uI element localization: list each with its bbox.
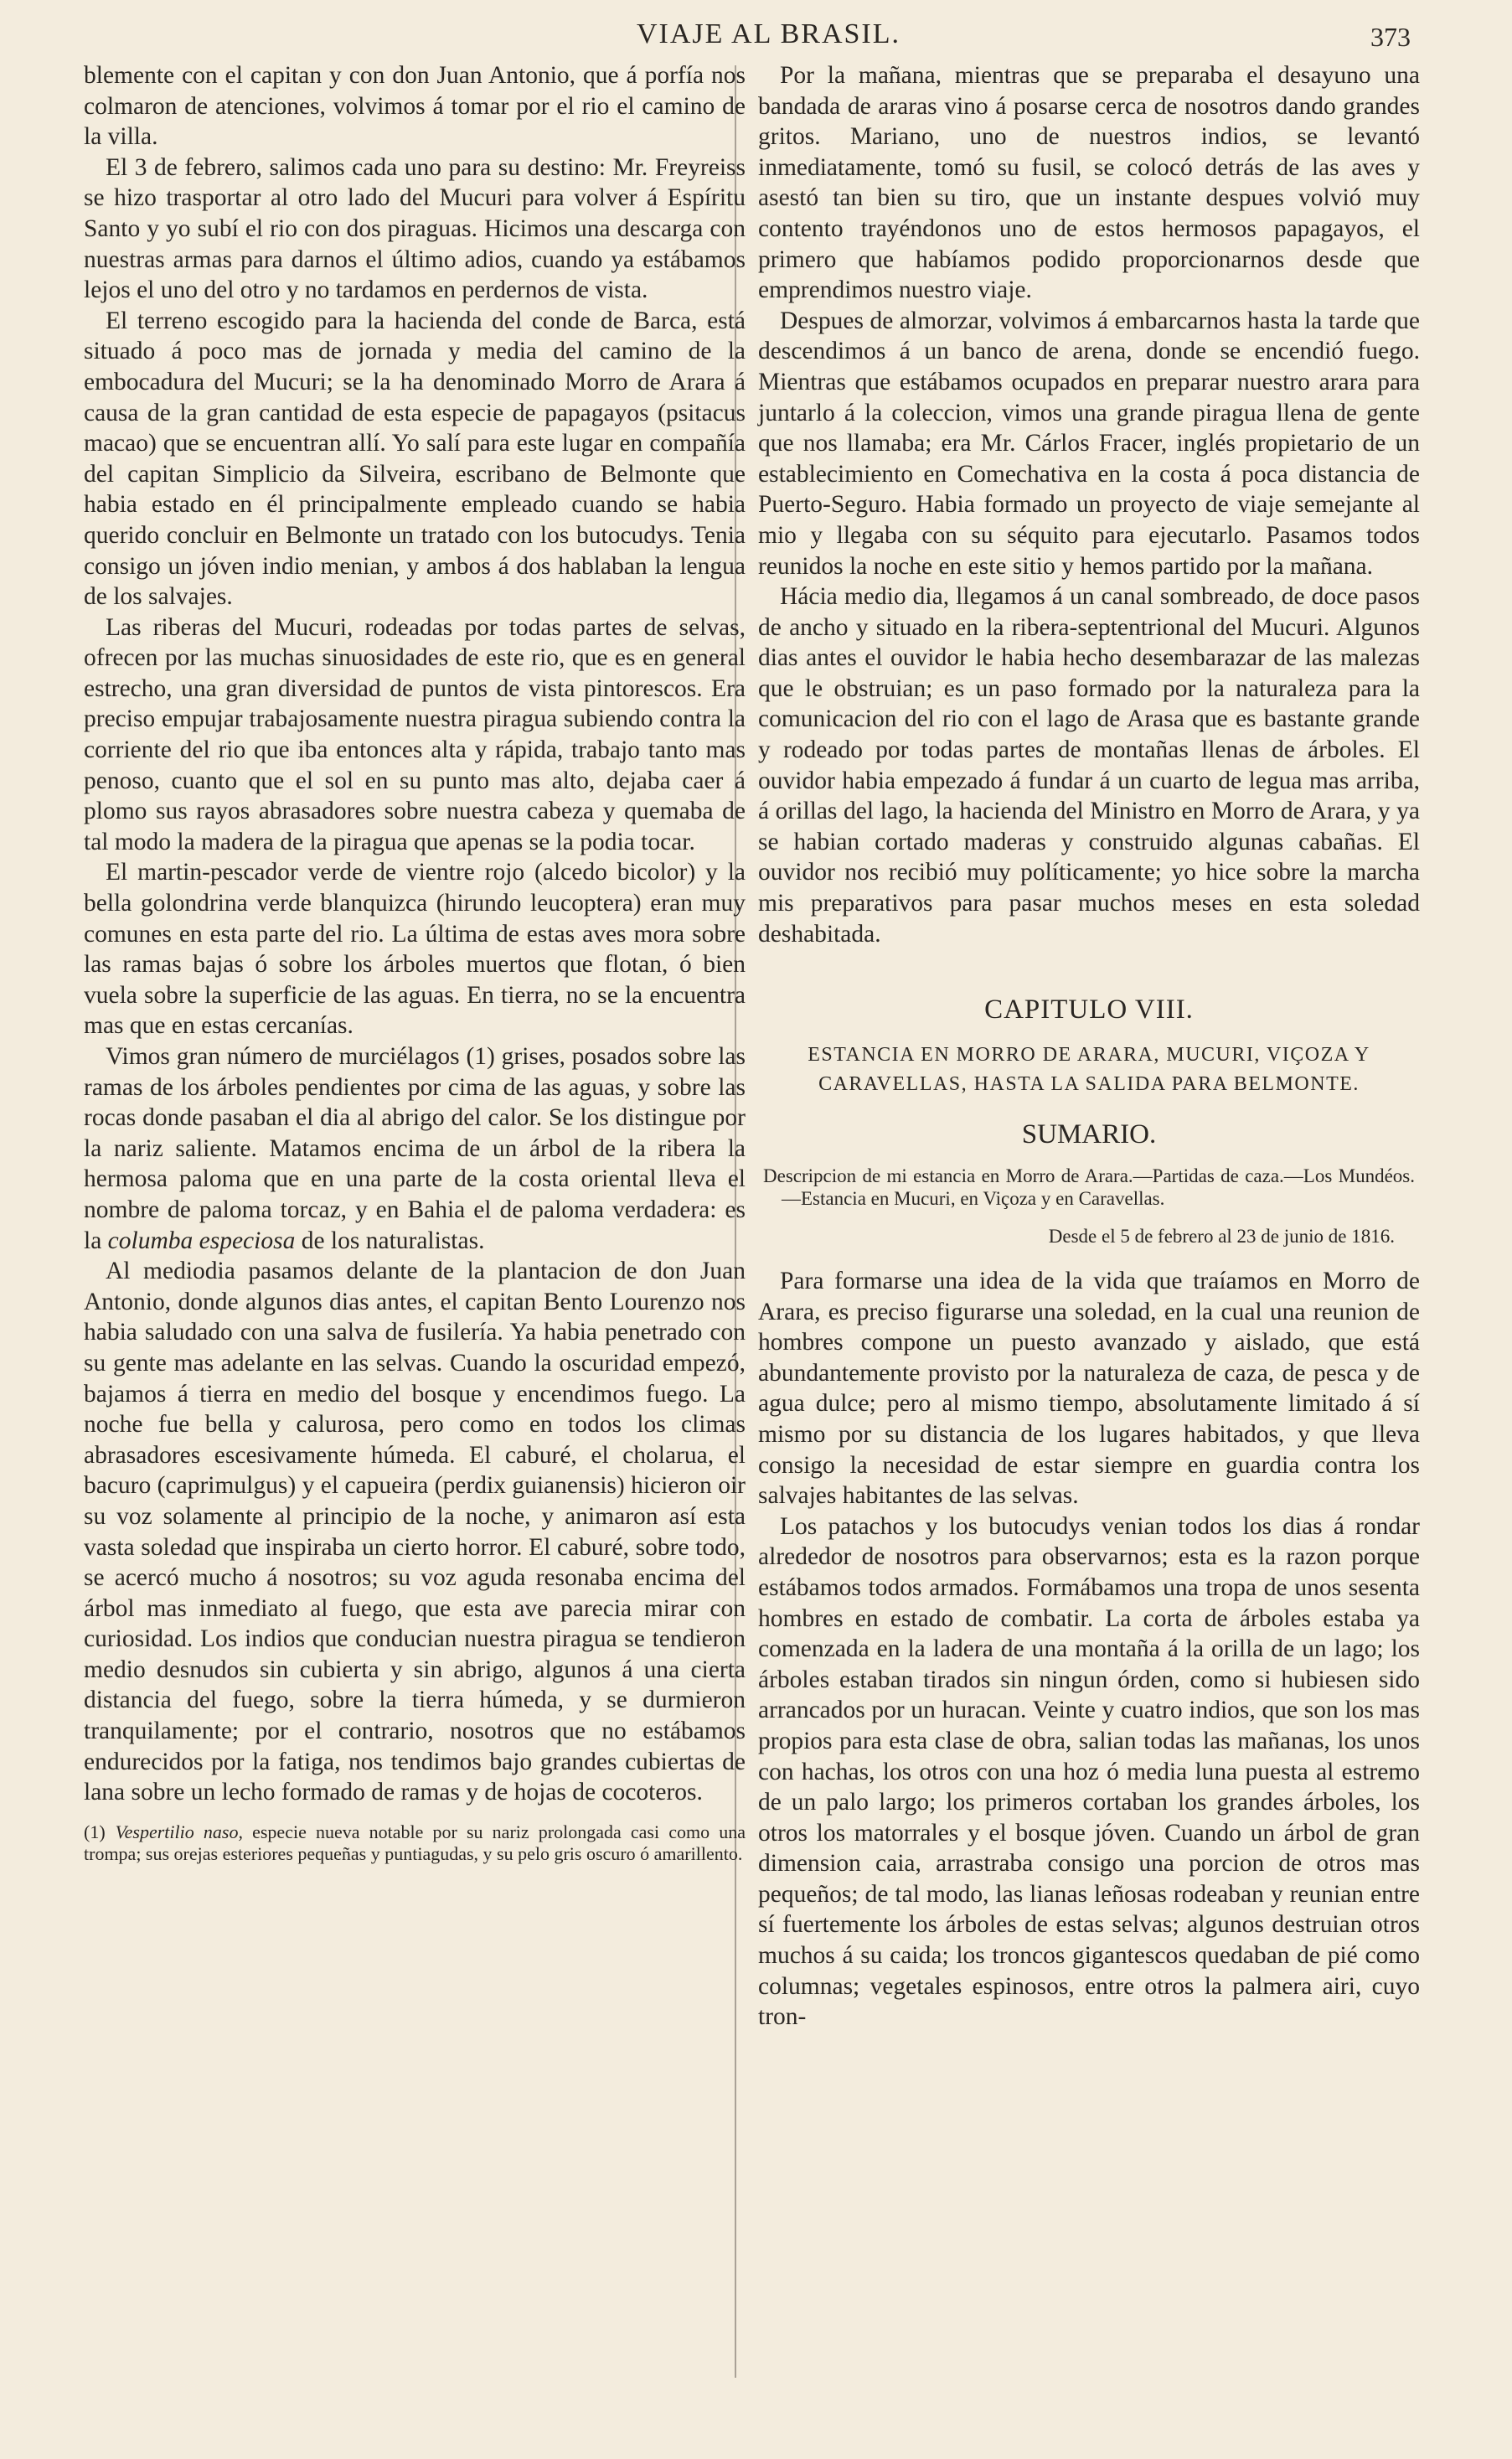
chapter-subtitle: ESTANCIA EN MORRO DE ARARA, MUCURI, VIÇOZA Y CARAVELLAS, HASTA LA SALIDA PARA BELMONTE. <box>808 1043 1370 1095</box>
paragraph: Para formarse una idea de la vida que traíamos en Morro de Arara, es preciso figurarse una soledad, en la cual una reunion de hombres compone un puesto avanzado y aislado, que está abundantemente provisto por la naturaleza de caza, de pesca y de agua dulce; pero al mismo tiempo, absolutamente limitado á sí mismo por su distancia de los lugares habitados, y que lleva consigo la necesidad de estar siempre en guardia contra los salvajes habitantes de las selvas. <box>758 1268 1420 1510</box>
paragraph: El martin-pescador verde de vientre rojo (alcedo bicolor) y la bella golondrina verde blanquizca (hirundo leucoptera) eran muy comunes en esta parte del rio. La última de estas aves mora sobre las ramas bajas ó sobre los árboles muertos que flotan, ó bien vuela sobre la superficie de las aguas. En tierra, no se la encuentra mas que en estas cercanías. <box>84 859 746 1040</box>
paragraph-text: Vimos gran número de murciélagos (1) grises, posados sobre las ramas de los árboles pendientes por cima de las aguas, y sobre las rocas donde pasaban el dia al abrigo del calor. Se los distingue por la nariz saliente. Matamos encima de un árbol de la ribera la hermosa paloma que en una parte de la costa oriental lleva el nombre de paloma torcaz, y en Bahia el de paloma verdadera: es la <box>84 1043 746 1254</box>
paragraph-text: de los naturalistas. <box>295 1227 485 1254</box>
paragraph: Hácia medio dia, llegamos á un canal sombreado, de doce pasos de ancho y situado en la ribera-septentrional del Mucuri. Algunos dias antes el ouvidor le habia hecho desembarazar de las malezas que le obstruian; es un paso formado por la naturaleza para la comunicacion del rio con el lago de Arasa que es bastante grande y rodeado por todas partes de montañas llenas de árboles. El ouvidor habia empezado á fundar á un cuarto de legua mas arriba, á orillas del lago, la hacienda del Ministro en Morro de Arara, y ya se habian cortado maderas y construido algunas cabañas. El ouvidor nos recibió muy políticamente; yo hice sobre la marcha mis preparativos para pasar muchos meses en esta soledad deshabitada. <box>758 583 1420 948</box>
chapter-title: CAPITULO VIII. <box>984 994 1194 1025</box>
paragraph: Las riberas del Mucuri, rodeadas por todas partes de selvas, ofrecen por las muchas sinuosidades de este rio, que es en general estrecho, una gran diversidad de puntos de vista pintorescos. Era preciso empujar trabajosamente nuestra piragua subiendo contra la corriente del rio que iba entonces alta y rápida, trabajo tanto mas penoso, cuanto que el sol en su punto mas alto, dejaba caer á plomo sus rayos abrasadores sobre nuestra cabeza y quemaba de tal modo la madera de la piragua que apenas se la podia tocar. <box>84 613 746 855</box>
left-column <box>84 60 746 2322</box>
species-name: columba especiosa <box>107 1227 296 1254</box>
paragraph: El terreno escogido para la hacienda del conde de Barca, está situado á poco mas de jornada y media del camino de la embocadura del Mucuri; se la ha denominado Morro de Arara á causa de la gran cantidad de esta especie de papagayos (psitacus macao) que se encuentran allí. Yo salí para este lugar en compañía del capitan Simplicio da Silveira, escribano de Belmonte que habia estado en él principalmente empleado cuando se habia querido concluir en Belmonte un tratado con los butocudys. Tenia consigo un jóven indio menian, y ambos á dos hablaban la lengua de los salvajes. <box>84 307 746 611</box>
running-title: VIAJE AL BRASIL. <box>637 18 901 49</box>
paragraph: El 3 de febrero, salimos cada uno para su destino: Mr. Freyreiss se hizo trasportar al otro lado del Mucuri para volver á Espíritu Santo y yo subí el rio con dos piraguas. Hicimos una descarga con nuestras armas para darnos el último adios, cuando ya estábamos lejos el uno del otro y no tardamos en perdernos de vista. <box>84 153 746 304</box>
footnote-species: Vespertilio naso, <box>115 1821 243 1842</box>
footnote-marker: (1) <box>84 1821 106 1842</box>
chapter-dates: Desde el 5 de febrero al 23 de junio de 1816. <box>1048 1226 1395 1248</box>
chapter-summary: Descripcion de mi estancia en Morro de Arara.—Partidas de caza.—Los Mundéos.—Estancia en Mucuri, en Viçoza y en Caravellas. <box>763 1165 1415 1210</box>
paragraph: Los patachos y los butocudys venian todos los dias á rondar alrededor de nosotros para observarnos; esta es la razon porque estábamos todos armados. Formábamos una tropa de unos sesenta hombres en estado de combatir. La corta de árboles estaba ya comenzada en la ladera de una montaña á la orilla de un lago; los árboles estaban tirados sin ningun órden, como si hubiesen sido arrancados por un huracan. Veinte y cuatro indios, que son los mas propios para esta clase de obra, salian todas las mañanas, los unos con hachas, los otros con una hoz ó media luna puesta al estremo de un palo largo; los primeros cortaban los grandes árboles, los otros los matorrales y el bosque jóven. Cuando un árbol de gran dimension caia, arrastraba consigo una porcion de otros mas pequeños; de tal modo, las lianas leñosas rodeaban y reunian entre sí fuertemente los árboles de estas selvas; algunos destruian otros muchos á su caida; los troncos gigantescos quedaban de pié como columnas; vegetales espinosos, entre otros la palmera airi, cuyo tron- <box>758 1512 1420 2031</box>
footnote <box>84 1821 746 1865</box>
paragraph: Despues de almorzar, volvimos á embarcarnos hasta la tarde que descendimos á un banco de arena, donde se encendió fuego. Mientras que estábamos ocupados en preparar nuestro arara para juntarlo á la coleccion, vimos una grande piragua llena de gente que nos llamaba; era Mr. Cárlos Fracer, inglés propietario de un establecimiento en Comechativa en la costa á poca distancia de Puerto-Seguro. Habia formado un proyecto de viaje semejante al mio y llegaba con su séquito para ejecutarlo. Pasamos todos reunidos la noche en este sitio y hemos partido por la mañana. <box>758 307 1420 580</box>
running-head <box>0 18 1512 60</box>
page-number: 373 <box>1370 22 1411 52</box>
paragraph: Por la mañana, mientras que se preparaba el desayuno una bandada de araras vino á posarse cerca de nosotros dando grandes gritos. Mariano, uno de nuestros indios, se levantó inmediatamente, tomó su fusil, se colocó detrás de las aves y asestó tan bien su tiro, que un instante despues volvió muy contento trayéndonos uno de estos hermosos papagayos, el primero que habíamos podido proporcionarnos desde que emprendimos nuestro viaje. <box>758 62 1420 304</box>
paragraph: Al mediodia pasamos delante de la plantacion de don Juan Antonio, donde algunos dias antes, el capitan Bento Lourenzo nos habia saludado con una salva de fusilería. Ya habia penetrado con su gente mas adelante en las selvas. Cuando la oscuridad empezó, bajamos á tierra en medio del bosque y encendimos fuego. La noche fue bella y calurosa, pero como en todos los climas abrasadores escesivamente húmeda. El caburé, el cholarua, el bacuro (caprimulgus) y el capueira (perdix guianensis) hicieron oir su voz solamente al principio de la noche, y animaron así esta vasta soledad que inspiraba un cierto horror. El caburé, sobre todo, se acercó mucho á nosotros; su voz aguda resonaba encima del árbol mas inmediato al fuego, que esta ave parecia mirar con curiosidad. Los indios que conducian nuestra piragua se tendieron medio desnudos sin cubierta y sin abrigo, algunos á una cierta distancia del fuego, sobre la tierra húmeda, y se durmieron tranquilamente; por el contrario, nosotros que no estábamos endurecidos por la fatiga, nos tendimos bajo grandes cubiertas de lana sobre un lecho formado de ramas y de hojas de cocoteros. <box>84 1258 746 1806</box>
paragraph: blemente con el capitan y con don Juan Antonio, que á porfía nos colmaron de atenciones, volvimos á tomar por el rio el camino de la villa. <box>84 62 746 151</box>
paragraph-bats <box>84 1041 746 1256</box>
sumario-title: SUMARIO. <box>1021 1118 1157 1149</box>
footnote-text: especie nueva notable por su nariz prolongada casi como una trompa; sus orejas esteriores pequeñas y puntiagudas, y su pelo gris oscuro ó amarillento. <box>84 1821 746 1864</box>
right-column <box>758 60 1420 2423</box>
